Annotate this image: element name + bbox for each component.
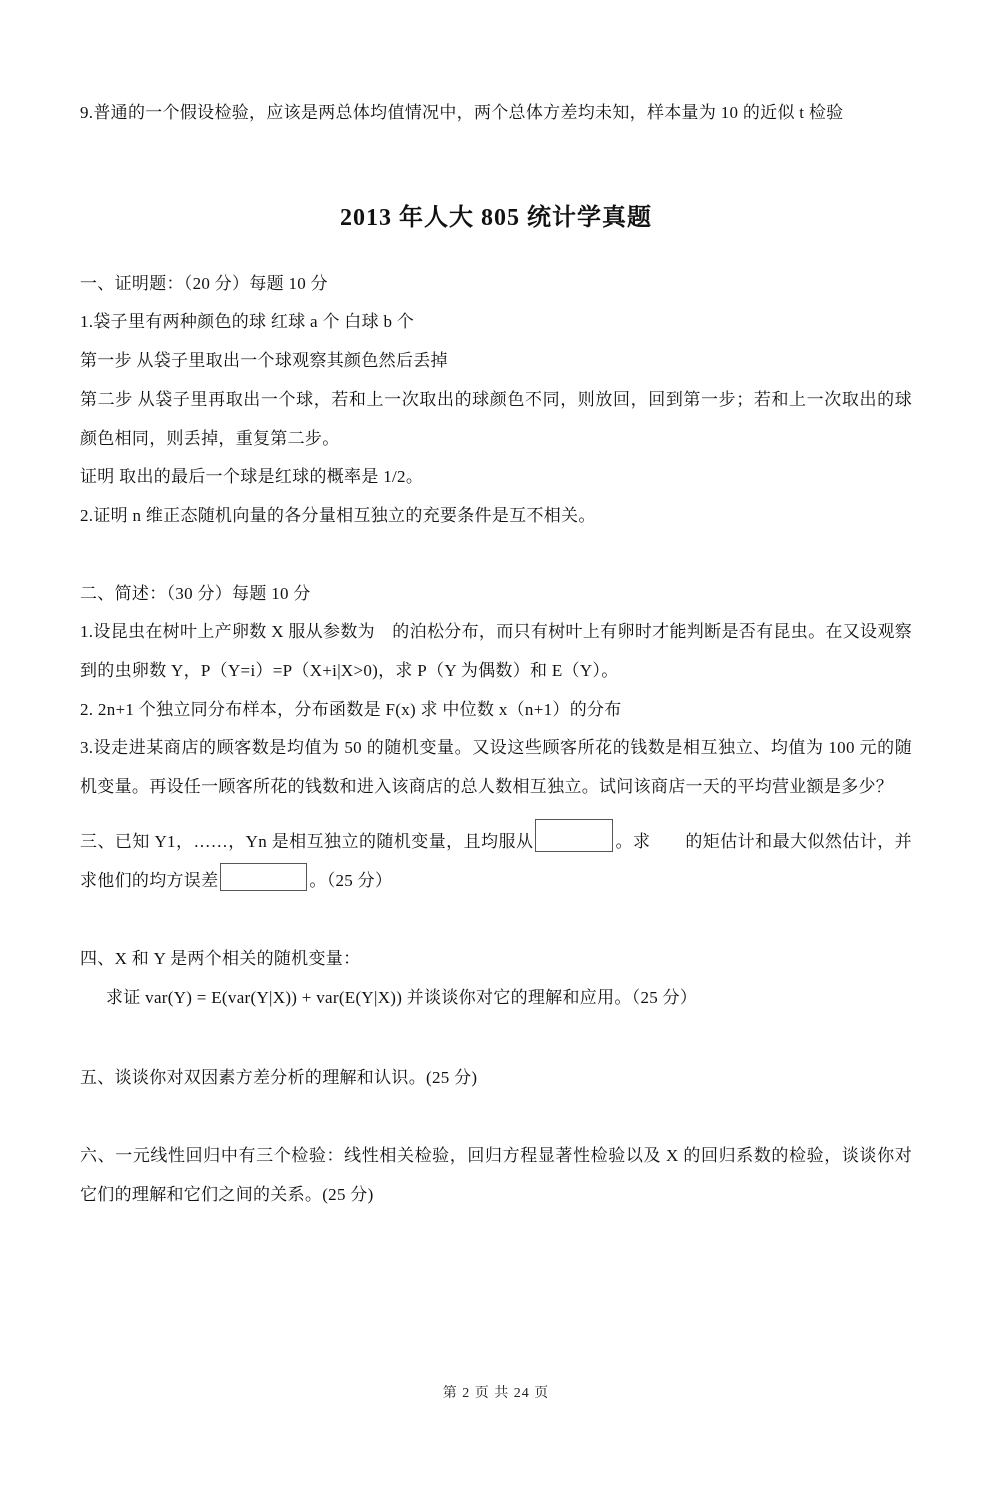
page-title: 2013 年人大 805 统计学真题 <box>340 204 652 231</box>
question-3-text-part2: 。求 的矩估计和最大似然估计，并求他们的均方误差 <box>80 831 912 890</box>
section-2-heading: 二、简述：（30 分）每题 10 分 <box>80 583 311 603</box>
section-1-item: 证明 取出的最后一个球是红球的概率是 1/2。 <box>80 467 424 487</box>
formula-placeholder-box-2 <box>220 863 307 891</box>
question-5-text: 五、谈谈你对双因素方差分析的理解和认识。(25 分) <box>80 1067 478 1087</box>
section-2-item: 2. 2n+1 个独立同分布样本，分布函数是 F(x) 求 中位数 x（n+1）的分布 <box>80 699 622 719</box>
formula-placeholder-box-1 <box>535 819 613 852</box>
document-page <box>0 94 992 1497</box>
question-4-formula: 求证 var(Y) = E(var(Y|X)) + var(E(Y|X)) 并谈谈你对它的理解和应用。（25 分） <box>106 987 698 1007</box>
question-3-paragraph <box>80 819 912 900</box>
question-3-text-part3: 。（25 分） <box>309 870 393 890</box>
page-footer: 第 2 页 共 24 页 <box>442 1386 550 1401</box>
section-1-heading: 一、证明题：（20 分）每题 10 分 <box>80 273 328 293</box>
question-9-text: 9.普通的一个假设检验，应该是两总体均值情况中，两个总体方差均未知，样本量为 10 的近似 t 检验 <box>80 103 844 122</box>
question-6-text: 六、一元线性回归中有三个检验：线性相关检验，回归方程显著性检验以及 X 的回归系数的检验，谈谈你对它们的理解和它们之间的关系。(25 分) <box>80 1146 912 1205</box>
section-1-item: 第一步 从袋子里取出一个球观察其颜色然后丢掉 <box>80 351 448 371</box>
section-2-item: 3.设走进某商店的顾客数是均值为 50 的随机变量。又设这些顾客所花的钱数是相互独立、均值为 100 元的随机变量。再设任一顾客所花的钱数和进入该商店的总人数相互独立。试问该商店一天的平均营业额是多少？ <box>80 738 912 797</box>
section-1-item: 1.袋子里有两种颜色的球 红球 a 个 白球 b 个 <box>80 312 415 332</box>
question-3-text-part1: 三、已知 Y1，……，Yn 是相互独立的随机变量，且均服从 <box>80 831 534 851</box>
section-1-item: 2.证明 n 维正态随机向量的各分量相互独立的充要条件是互不相关。 <box>80 505 596 525</box>
question-4-intro: 四、X 和 Y 是两个相关的随机变量： <box>80 949 361 969</box>
section-2-item: 1.设昆虫在树叶上产卵数 X 服从参数为 的泊松分布，而只有树叶上有卵时才能判断是否有昆虫。在又设观察到的虫卵数 Y，P（Y=i）=P（X+i|X>0)，求 P（Y 为偶数）和 E（Y）。 <box>80 622 912 681</box>
section-1-item: 第二步 从袋子里再取出一个球，若和上一次取出的球颜色不同，则放回，回到第一步；若和上一次取出的球颜色相同，则丢掉，重复第二步。 <box>80 389 912 448</box>
